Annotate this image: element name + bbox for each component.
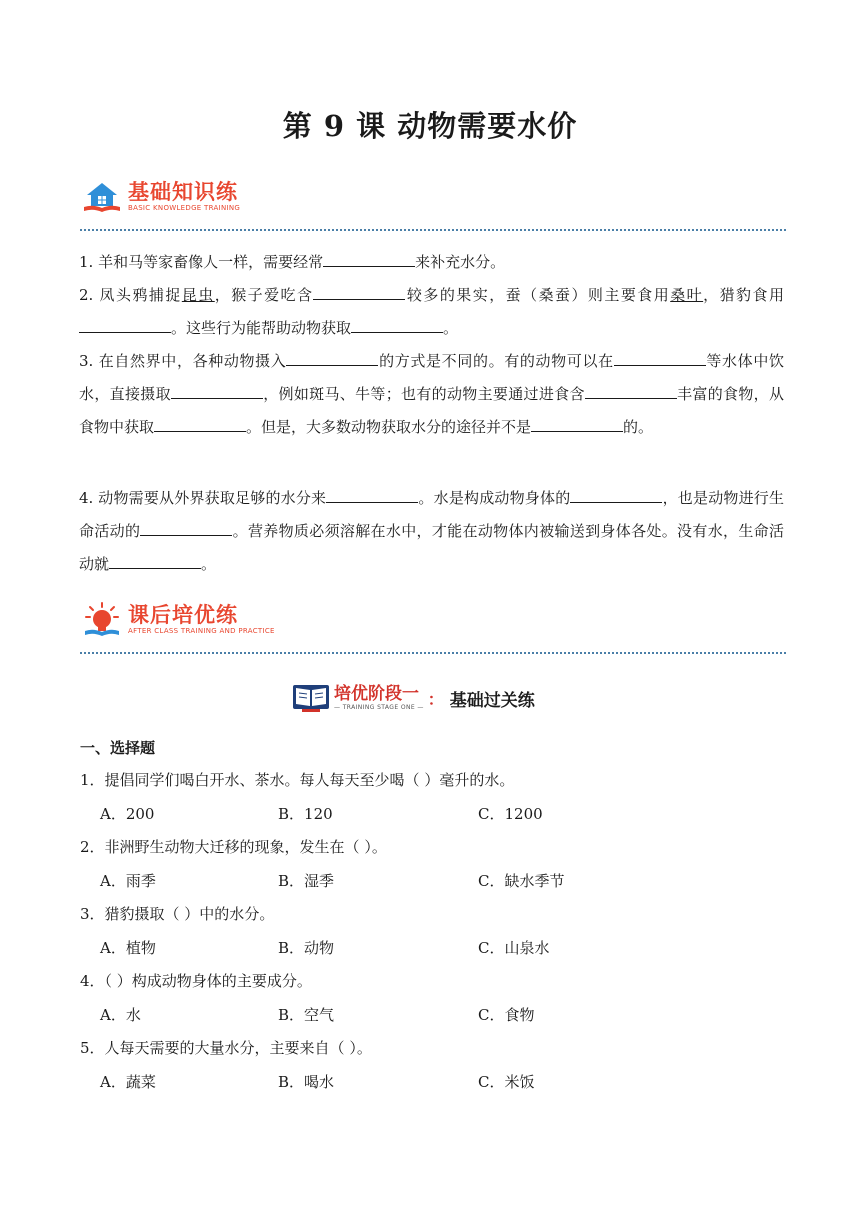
option-a[interactable]: A．雨季 xyxy=(100,872,156,890)
answer-blank[interactable] xyxy=(140,521,232,536)
lightbulb-icon xyxy=(82,602,122,638)
answer-blank[interactable] xyxy=(154,417,246,432)
option-b[interactable]: B．湿季 xyxy=(278,872,335,890)
answer-blank[interactable] xyxy=(570,488,662,503)
badge-subtitle: BASIC KNOWLEDGE TRAINING xyxy=(128,204,241,212)
fill-question-2: 2. 凤头鸦捕捉昆虫，猴子爱吃含 较多的果实，蚕（桑蚕）则主要食用桑叶，猎豹食用。这些行为能帮助动物获取 。 xyxy=(79,286,784,337)
option-a[interactable]: A．200 xyxy=(100,805,155,823)
answer-blank[interactable] xyxy=(351,318,443,333)
option-a[interactable]: A．蔬菜 xyxy=(100,1073,156,1091)
question-stem: 2．非洲野生动物大迁移的现象，发生在（ ）。 xyxy=(80,838,387,856)
answer-blank[interactable] xyxy=(79,318,171,333)
divider xyxy=(80,652,786,654)
answer-blank[interactable] xyxy=(326,488,418,503)
option-b[interactable]: B．喝水 xyxy=(278,1073,335,1091)
answer-blank[interactable] xyxy=(109,554,201,569)
answer-blank[interactable] xyxy=(171,384,263,399)
open-book-icon xyxy=(292,683,330,713)
fill-question-1: 1. 羊和马等家畜像人一样，需要经常 来补充水分。 xyxy=(79,253,506,271)
stage-name: 基础过关练 xyxy=(449,690,535,711)
house-book-icon xyxy=(82,180,122,214)
answer-blank[interactable] xyxy=(313,285,405,300)
section-badge-basic xyxy=(82,180,240,214)
stage-title: 培优阶段一 xyxy=(334,684,419,704)
option-b[interactable]: B．动物 xyxy=(278,939,335,957)
badge-title: 课后培优练 xyxy=(128,603,238,627)
question-stem: 1．提倡同学们喝白开水、茶水。每人每天至少喝（ ）毫升的水。 xyxy=(80,771,515,789)
fill-question-4: 4. 动物需要从外界获取足够的水分来 。水是构成动物身体的 ，也是动物进行生命活动的 。营养物质必须溶解在水中，才能在动物体内被输送到身体各处。没有水，生命活动就 。 xyxy=(79,489,784,573)
question-stem: 5．人每天需要的大量水分，主要来自（ ）。 xyxy=(80,1039,372,1057)
section-badge-after xyxy=(82,602,275,638)
training-stage-header: 培优阶段一 — TRAINING STAGE ONE — ： 基础过关练 xyxy=(292,683,535,713)
option-c[interactable]: C．缺水季节 xyxy=(478,872,565,890)
option-c[interactable]: C．米饭 xyxy=(478,1073,535,1091)
stage-subtitle: — TRAINING STAGE ONE — xyxy=(334,704,424,711)
option-b[interactable]: B．120 xyxy=(278,805,333,823)
option-a[interactable]: A．植物 xyxy=(100,939,156,957)
section-heading: 一、选择题 xyxy=(80,739,156,757)
badge-subtitle: AFTER CLASS TRAINING AND PRACTICE xyxy=(128,627,275,635)
option-c[interactable]: C．山泉水 xyxy=(478,939,550,957)
answer-blank[interactable] xyxy=(585,384,677,399)
badge-title: 基础知识练 xyxy=(128,180,238,204)
option-a[interactable]: A．水 xyxy=(100,1006,141,1024)
question-stem: 3．猎豹摄取（ ）中的水分。 xyxy=(80,905,275,923)
answer-blank[interactable] xyxy=(614,351,706,366)
fill-question-3: 3. 在自然界中，各种动物摄入 的方式是不同的。有的动物可以在 等水体中饮水，直接摄取 ，例如斑马、牛等；也有的动物主要通过进食含 丰富的食物，从食物中获取 。但是，大多数动物获取水分的途径并不是 的。 xyxy=(79,352,784,436)
page-title: 第 9 课 动物需要水价 xyxy=(282,109,578,143)
answer-blank[interactable] xyxy=(531,417,623,432)
answer-blank[interactable] xyxy=(323,252,415,267)
question-stem: 4．（ ）构成动物身体的主要成分。 xyxy=(80,972,312,990)
option-b[interactable]: B．空气 xyxy=(278,1006,335,1024)
answer-blank[interactable] xyxy=(286,351,378,366)
option-c[interactable]: C．1200 xyxy=(478,805,543,823)
option-c[interactable]: C．食物 xyxy=(478,1006,535,1024)
divider xyxy=(80,229,786,231)
